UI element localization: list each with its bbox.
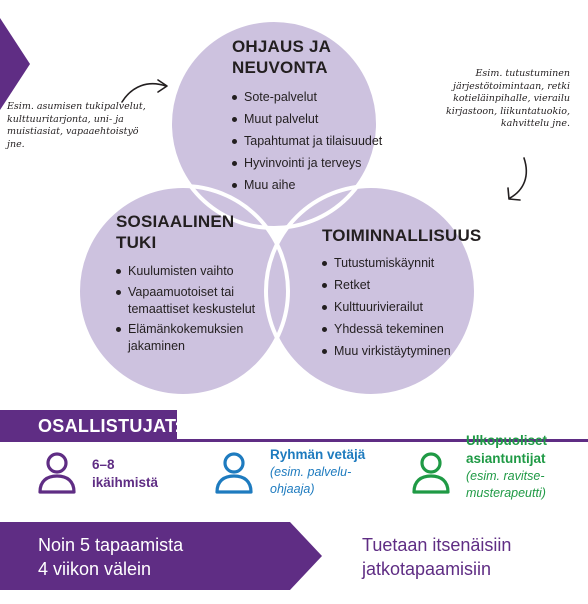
social-support-content — [116, 211, 266, 358]
elderly-count-number: 6–8 — [92, 457, 115, 472]
list-item: Kuulumisten vaihto — [116, 260, 266, 282]
note-right: Esim. tutustuminen järjestötoimintaan, retki kotieläinpihalle, vierailu kirjastoon, liikuntatuokio, kahvittelu jne. — [445, 68, 570, 129]
meetings-info — [38, 533, 183, 581]
follow-up-info — [362, 533, 511, 581]
list-item: Retket — [322, 274, 481, 296]
guidance-content — [232, 36, 382, 196]
follow-up-line2: jatkotapaamisiin — [362, 559, 492, 579]
meetings-count: Noin 5 tapaamista — [38, 535, 184, 555]
guidance-list — [232, 86, 382, 196]
list-item: Muut palvelut — [232, 108, 382, 130]
activities-title: TOIMINNALLISUUS — [322, 226, 482, 245]
person-icon — [213, 450, 255, 496]
group-leader-title: Ryhmän vetäjä — [270, 447, 366, 462]
note-left: Esim. asumisen tukipalvelut, kulttuuritarjonta, uni- ja muistiasiat, vapaaehtoistyö jne. — [7, 101, 146, 150]
elderly-count-label: ikäihmistä — [92, 475, 159, 490]
list-item: Sote-palvelut — [232, 86, 382, 108]
participants-heading: OSALLISTUJAT: — [0, 410, 177, 442]
list-item: Yhdessä tekeminen — [322, 318, 481, 340]
elderly-count — [92, 456, 158, 492]
meetings-interval: 4 viikon välein — [38, 559, 152, 579]
follow-up-line1: Tuetaan itsenäisiin — [362, 535, 512, 555]
arrow-right-icon — [498, 154, 534, 206]
activities-content — [322, 225, 481, 362]
list-item: Hyvinvointi ja terveys — [232, 152, 382, 174]
person-icon — [36, 450, 78, 496]
external-experts-title: Ulkopuoliset asiantuntijat — [466, 433, 548, 466]
social-support-list — [116, 260, 266, 355]
list-item: Elämänkokemuksien jakaminen — [116, 321, 248, 355]
group-leader — [270, 446, 380, 498]
arrow-left-icon — [118, 72, 174, 108]
list-item: Kulttuurivierailut — [322, 296, 481, 318]
person-icon — [410, 450, 452, 496]
list-item: Vapaamuotoiset tai temaattiset keskustelut — [116, 284, 266, 318]
list-item: Tutustumiskäynnit — [322, 252, 481, 274]
external-experts — [466, 432, 566, 502]
group-leader-example: (esim. palvelu-ohjaaja) — [270, 465, 352, 496]
list-item: Tapahtumat ja tilaisuudet — [232, 130, 382, 152]
external-experts-example: (esim. ravitse-musterapeutti) — [466, 469, 546, 500]
list-item: Muu virkistäytyminen — [322, 340, 481, 362]
list-item: Muu aihe — [232, 174, 382, 196]
guidance-title: OHJAUS JA NEUVONTA — [232, 37, 331, 77]
activities-list — [322, 252, 481, 362]
social-support-title: SOSIAALINEN TUKI — [116, 212, 235, 252]
